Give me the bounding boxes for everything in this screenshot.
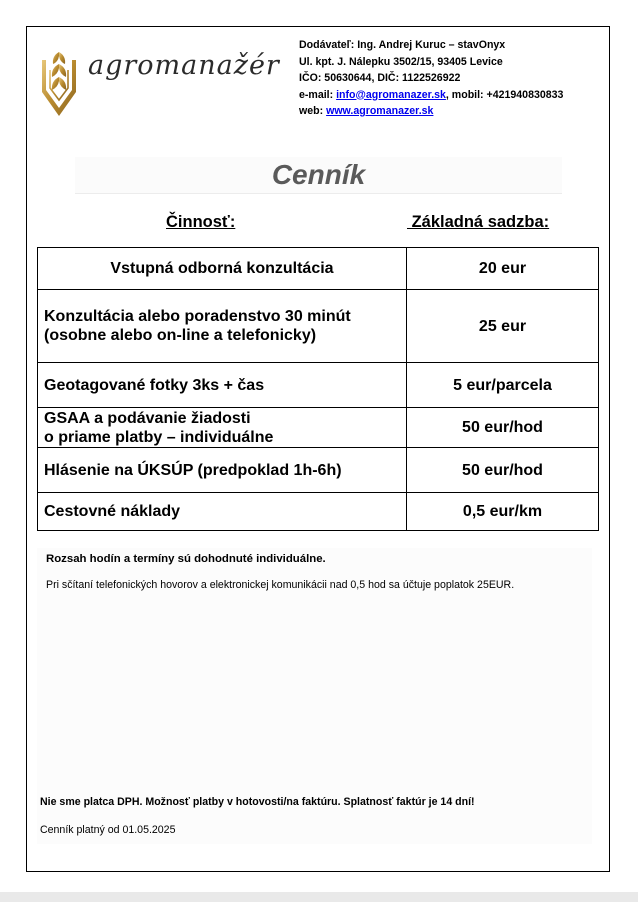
supplier-contact <box>299 87 604 104</box>
supplier-ids: IČO: 50630644, DIČ: 1122526922 <box>299 72 461 84</box>
web-label: web: <box>299 105 327 117</box>
price-cell: 0,5 eur/km <box>407 493 599 531</box>
activity-cell: Konzultácia alebo poradenstvo 30 minút (osobne alebo on-line a telefonicky) <box>38 290 407 363</box>
activity-cell: GSAA a podávanie žiadosti o priame platby – individuálne <box>38 408 407 448</box>
company-logo <box>36 40 280 120</box>
activity-cell: Geotagované fotky 3ks + čas <box>38 363 407 408</box>
price-cell: 20 eur <box>407 248 599 290</box>
page-bottom-shade <box>0 892 638 902</box>
vat-note: Nie sme platca DPH. Možnosť platby v hotovosti/na faktúru. Splatnosť faktúr je 14 dní! <box>40 796 475 808</box>
price-cell: 25 eur <box>407 290 599 363</box>
price-cell: 50 eur/hod <box>407 448 599 493</box>
activity-column-header: Činnosť: <box>166 213 236 231</box>
supplier-info <box>299 37 604 120</box>
supplier-address: Ul. kpt. J. Nálepku 3502/15, 93405 Levice <box>299 55 503 68</box>
table-row <box>38 493 599 531</box>
wheat-logo-icon <box>36 40 82 118</box>
activity-cell: Vstupná odborná konzultácia <box>38 248 407 290</box>
scope-note: Rozsah hodín a termíny sú dohodnuté individuálne. <box>46 553 326 565</box>
supplier-web <box>299 103 604 120</box>
email-label: e-mail: <box>299 88 337 101</box>
price-table <box>37 247 599 531</box>
price-cell: 5 eur/parcela <box>407 363 599 408</box>
table-row <box>38 248 599 290</box>
activity-cell: Cestovné náklady <box>38 493 407 531</box>
table-row <box>38 363 599 408</box>
mobile-text: , mobil: +421940830833 <box>445 88 564 101</box>
title-band <box>75 157 562 194</box>
page-title: Cenník <box>271 159 366 190</box>
fee-note: Pri sčítaní telefonických hovorov a elektronickej komunikácii nad 0,5 hod sa účtuje poplatok 25EUR. <box>46 579 515 591</box>
validity-note: Cenník platný od 01.05.2025 <box>40 824 176 836</box>
email-link[interactable]: info@agromanazer.sk <box>336 88 446 101</box>
web-link[interactable]: www.agromanazer.sk <box>326 105 434 117</box>
rate-column-header: Základná sadzba: <box>407 213 550 231</box>
table-row <box>38 448 599 493</box>
logo-wordmark: agromanažér <box>88 50 280 81</box>
price-cell: 50 eur/hod <box>407 408 599 448</box>
supplier-name: Dodávateľ: Ing. Andrej Kuruc – stavOnyx <box>299 39 506 51</box>
table-row <box>38 290 599 363</box>
activity-cell: Hlásenie na ÚKSÚP (predpoklad 1h-6h) <box>38 448 407 493</box>
table-row <box>38 408 599 448</box>
